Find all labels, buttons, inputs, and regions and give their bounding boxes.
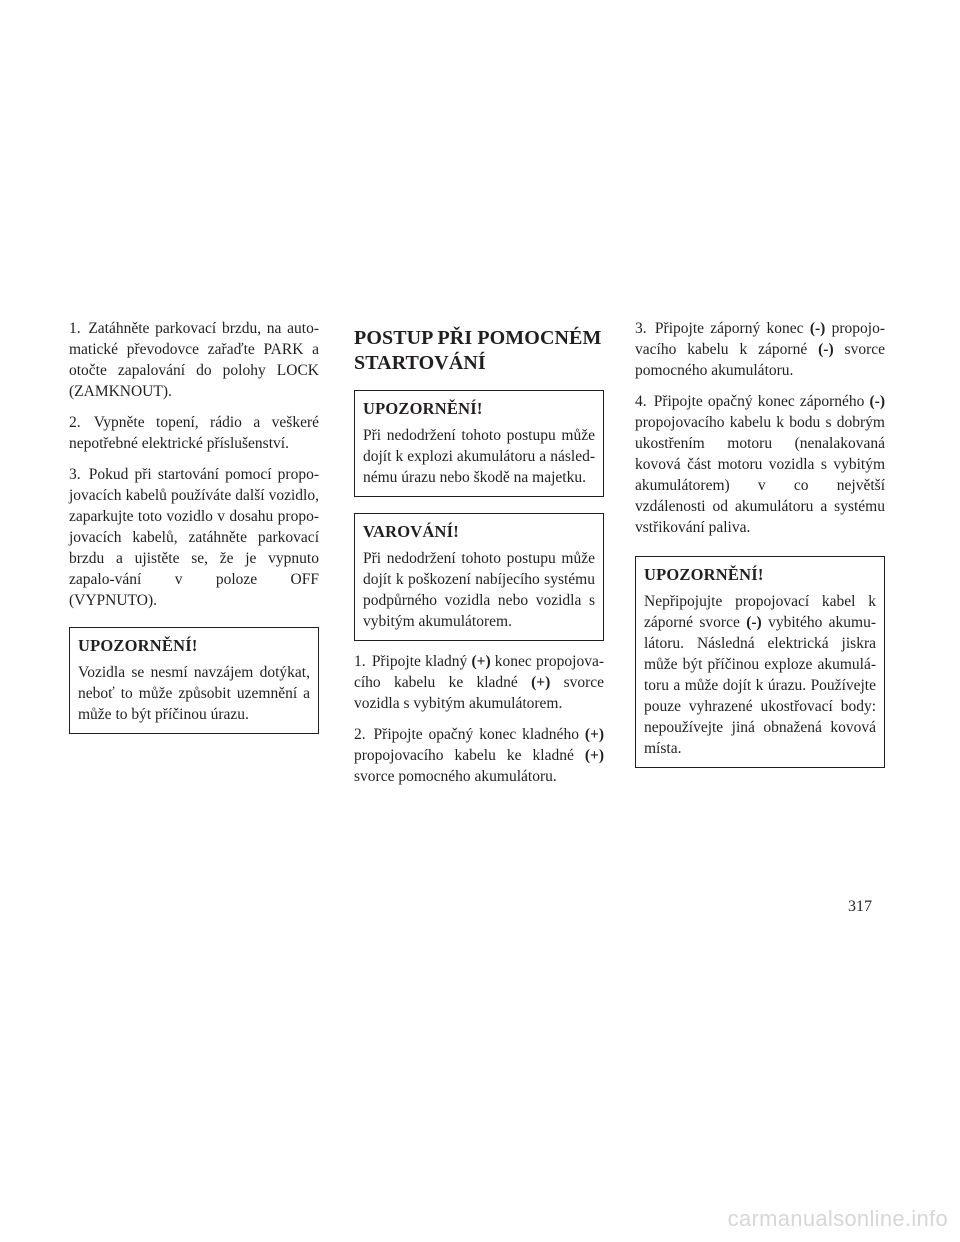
watermark: carmanualsonline.info [727, 1206, 948, 1231]
step-text: svorce pomocného akumulátoru. [354, 768, 557, 785]
jump-step-1-paragraph [354, 651, 604, 714]
warning-box [354, 513, 604, 641]
step-number: 1. [69, 320, 81, 337]
caution-box [69, 627, 319, 734]
step-text: Připojte záporný konec [654, 320, 804, 337]
step-text: Pokud při startování pomocí propo-jovacích kabelů používáte další vozidlo, zaparkujte toto vozidlo v dosahu propo-jovacích kabelů, zatáhněte parkovací brzdu a ujistěte se, že je vypnuto zapalo-vání v poloze OFF (VYPNUTO). [69, 466, 320, 609]
caution-title: UPOZORNĚNÍ! [363, 399, 483, 418]
positive-symbol: (+) [584, 726, 605, 743]
step-text: Připojte opačný konec záporného [653, 393, 865, 410]
caution-text: Při nedodržení tohoto postupu může dojít k explozi akumulátoru a násled-nému úrazu nebo škodě na majetku. [363, 427, 595, 486]
step-number: 4. [635, 393, 647, 410]
warning-title: VAROVÁNÍ! [363, 522, 459, 541]
column-right [635, 318, 885, 784]
jump-step-4-paragraph [635, 391, 885, 538]
caution-text: Vozidla se nesmí navzájem dotýkat, neboť to může způsobit uzemnění a může to být příčinou úrazu. [78, 664, 310, 723]
step-number: 3. [69, 466, 81, 483]
warning-text: Při nedodržení tohoto postupu může dojít k poškození nabíjecího systému podpůrného vozidla nebo vozidla s vybitým akumulátorem. [363, 550, 595, 630]
column-left [69, 318, 319, 750]
positive-symbol: (+) [531, 674, 551, 691]
negative-symbol: (-) [818, 341, 834, 358]
caution-title: UPOZORNĚNÍ! [644, 565, 764, 584]
step-text: propojovacího kabelu ke kladné [354, 747, 574, 764]
positive-symbol: (+) [471, 653, 491, 670]
step-number: 2. [69, 414, 81, 431]
step-number: 2. [354, 726, 366, 743]
negative-symbol: (-) [746, 614, 762, 631]
step-text: svorce vozidla s vybitým akumulátorem. [354, 674, 605, 712]
caution-box [635, 556, 885, 768]
step-text: Zatáhněte parkovací brzdu, na auto-matické převodovce zařaďte PARK a otočte zapalování do polohy LOCK (ZAMKNOUT). [69, 320, 319, 400]
negative-symbol: (-) [809, 320, 826, 337]
jump-step-3-paragraph [635, 318, 885, 381]
positive-symbol: (+) [584, 747, 605, 764]
negative-symbol: (-) [869, 393, 885, 410]
caution-text-part: vybitého akumu-látoru. Následná elektrická jiskra může být příčinou exploze akumulá-toru a může dojít k úrazu. Používejte pouze vyhrazené ukostřovací body: nepoužívejte jiná obnažená kovová místa. [644, 614, 877, 757]
step-3-paragraph [69, 464, 319, 611]
step-number: 1. [354, 653, 366, 670]
step-text: Připojte kladný [371, 653, 468, 670]
jump-step-2-paragraph [354, 724, 604, 787]
step-2-paragraph [69, 412, 319, 454]
page-number: 317 [848, 898, 872, 915]
step-number: 3. [635, 320, 647, 337]
step-text: konec propojova-cího kabelu ke kladné [354, 653, 604, 691]
step-text: propojo-vacího kabelu k záporné [635, 320, 886, 358]
caution-text [644, 591, 876, 759]
step-text: propojovacího kabelu k bodu s dobrým ukostřením motoru (nenalakovaná kovová část motoru vozidla s vybitým akumulátorem) v co největší vzdálenosti od akumulátoru a systému vstřikování paliva. [635, 414, 885, 536]
section-heading: POSTUP PŘI POMOCNÉM STARTOVÁNÍ [354, 327, 602, 374]
caution-text-part: Nepřipojujte propojovací kabel k záporné svorce [644, 593, 876, 631]
column-middle [354, 318, 604, 797]
step-text: Vypněte topení, rádio a veškeré nepotřebné elektrické příslušenství. [69, 414, 319, 452]
step-text: svorce pomocného akumulátoru. [635, 341, 885, 379]
caution-box [354, 390, 604, 497]
step-text: Připojte opačný konec kladného [373, 726, 579, 743]
caution-title: UPOZORNĚNÍ! [78, 636, 198, 655]
step-1-paragraph [69, 318, 319, 402]
